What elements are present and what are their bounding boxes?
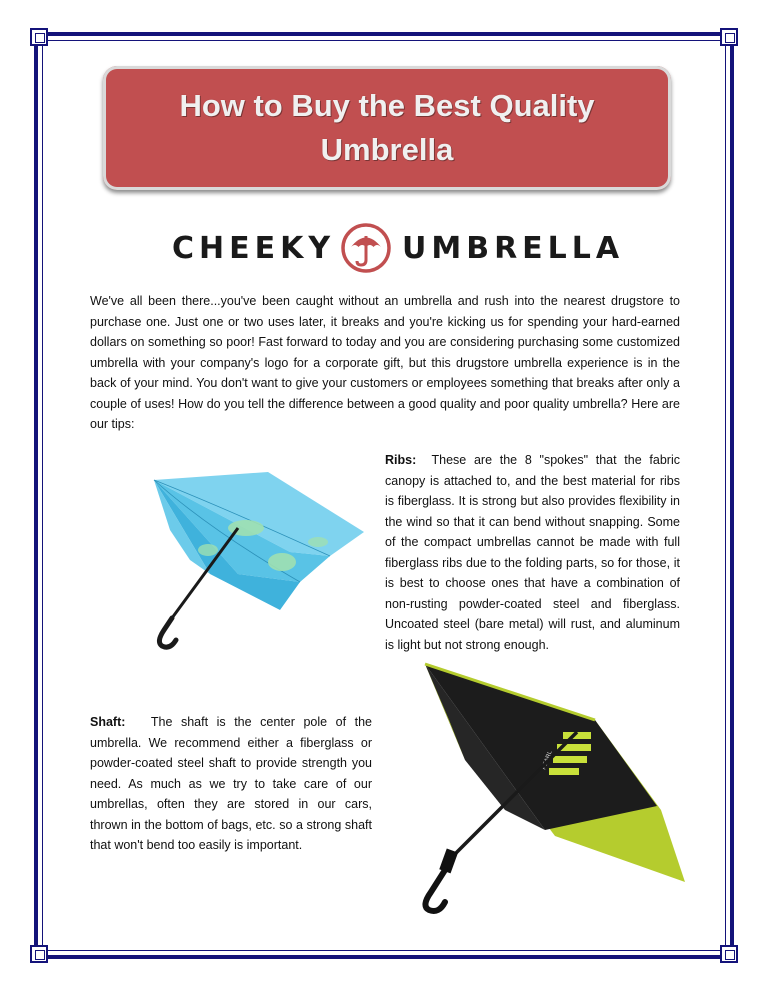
shaft-text: The shaft is the center pole of the umbrella. We recommend either a fiberglass or powder-coated steel shaft to provide strength you need. As much as we try to take care of our umbrellas, often they are stored in our cars, thrown in the bottom of bags, etc. so a strong shaft that won't bend too easily is important. (90, 715, 372, 852)
shaft-label: Shaft: (90, 715, 126, 729)
page-title (103, 84, 671, 172)
intro-paragraph: We've all been there...you've been caught without an umbrella and rush into the nearest drugstore to purchase one. Just one or two uses later, it breaks and you're kicking us for spending your hard-earned dollars on something so poor! Fast forward to today and you are considering purchasing some customized umbrella with your company's logo for a corporate gift, but this drugstore umbrella experience is in the back of your mind. You don't want to give your customers or employees something that breaks after only a couple of uses! How do you tell the difference between a good quality and poor quality umbrella? Here are our tips: (90, 294, 680, 431)
umbrella-monogram-icon (340, 222, 392, 274)
shaft-paragraph (90, 712, 372, 856)
page-title-line1: How to Buy the Best Quality (179, 88, 595, 123)
title-banner (103, 66, 671, 190)
corner-ornament-bottom-right (720, 945, 738, 963)
page-title-line2: Umbrella (320, 132, 454, 167)
corner-ornament-bottom-left (30, 945, 48, 963)
logo-word-left: CHEEKY (172, 231, 336, 266)
corner-ornament-top-left (30, 28, 48, 46)
blue-umbrella-image (150, 470, 380, 650)
corner-ornament-top-right (720, 28, 738, 46)
brand-logo (172, 222, 625, 274)
ribs-paragraph (385, 450, 680, 655)
logo-word-right: UMBRELLA (402, 231, 625, 266)
ribs-label: Ribs: (385, 453, 417, 467)
black-green-umbrella-image (395, 660, 695, 920)
ribs-text: These are the 8 "spokes" that the fabric canopy is attached to, and the best material for ribs is fiberglass. It is strong but also provides flexibility in the wind so that it can bend without snapping. Some of the compact umbrellas cannot be made with full fiberglass ribs due to the folding parts, so for those, it is best to choose ones that have a combination of non-rusting powder-coated steel and fiberglass. Uncoated steel (bare metal) will rust, and aluminum is light but not strong enough. (385, 453, 680, 652)
